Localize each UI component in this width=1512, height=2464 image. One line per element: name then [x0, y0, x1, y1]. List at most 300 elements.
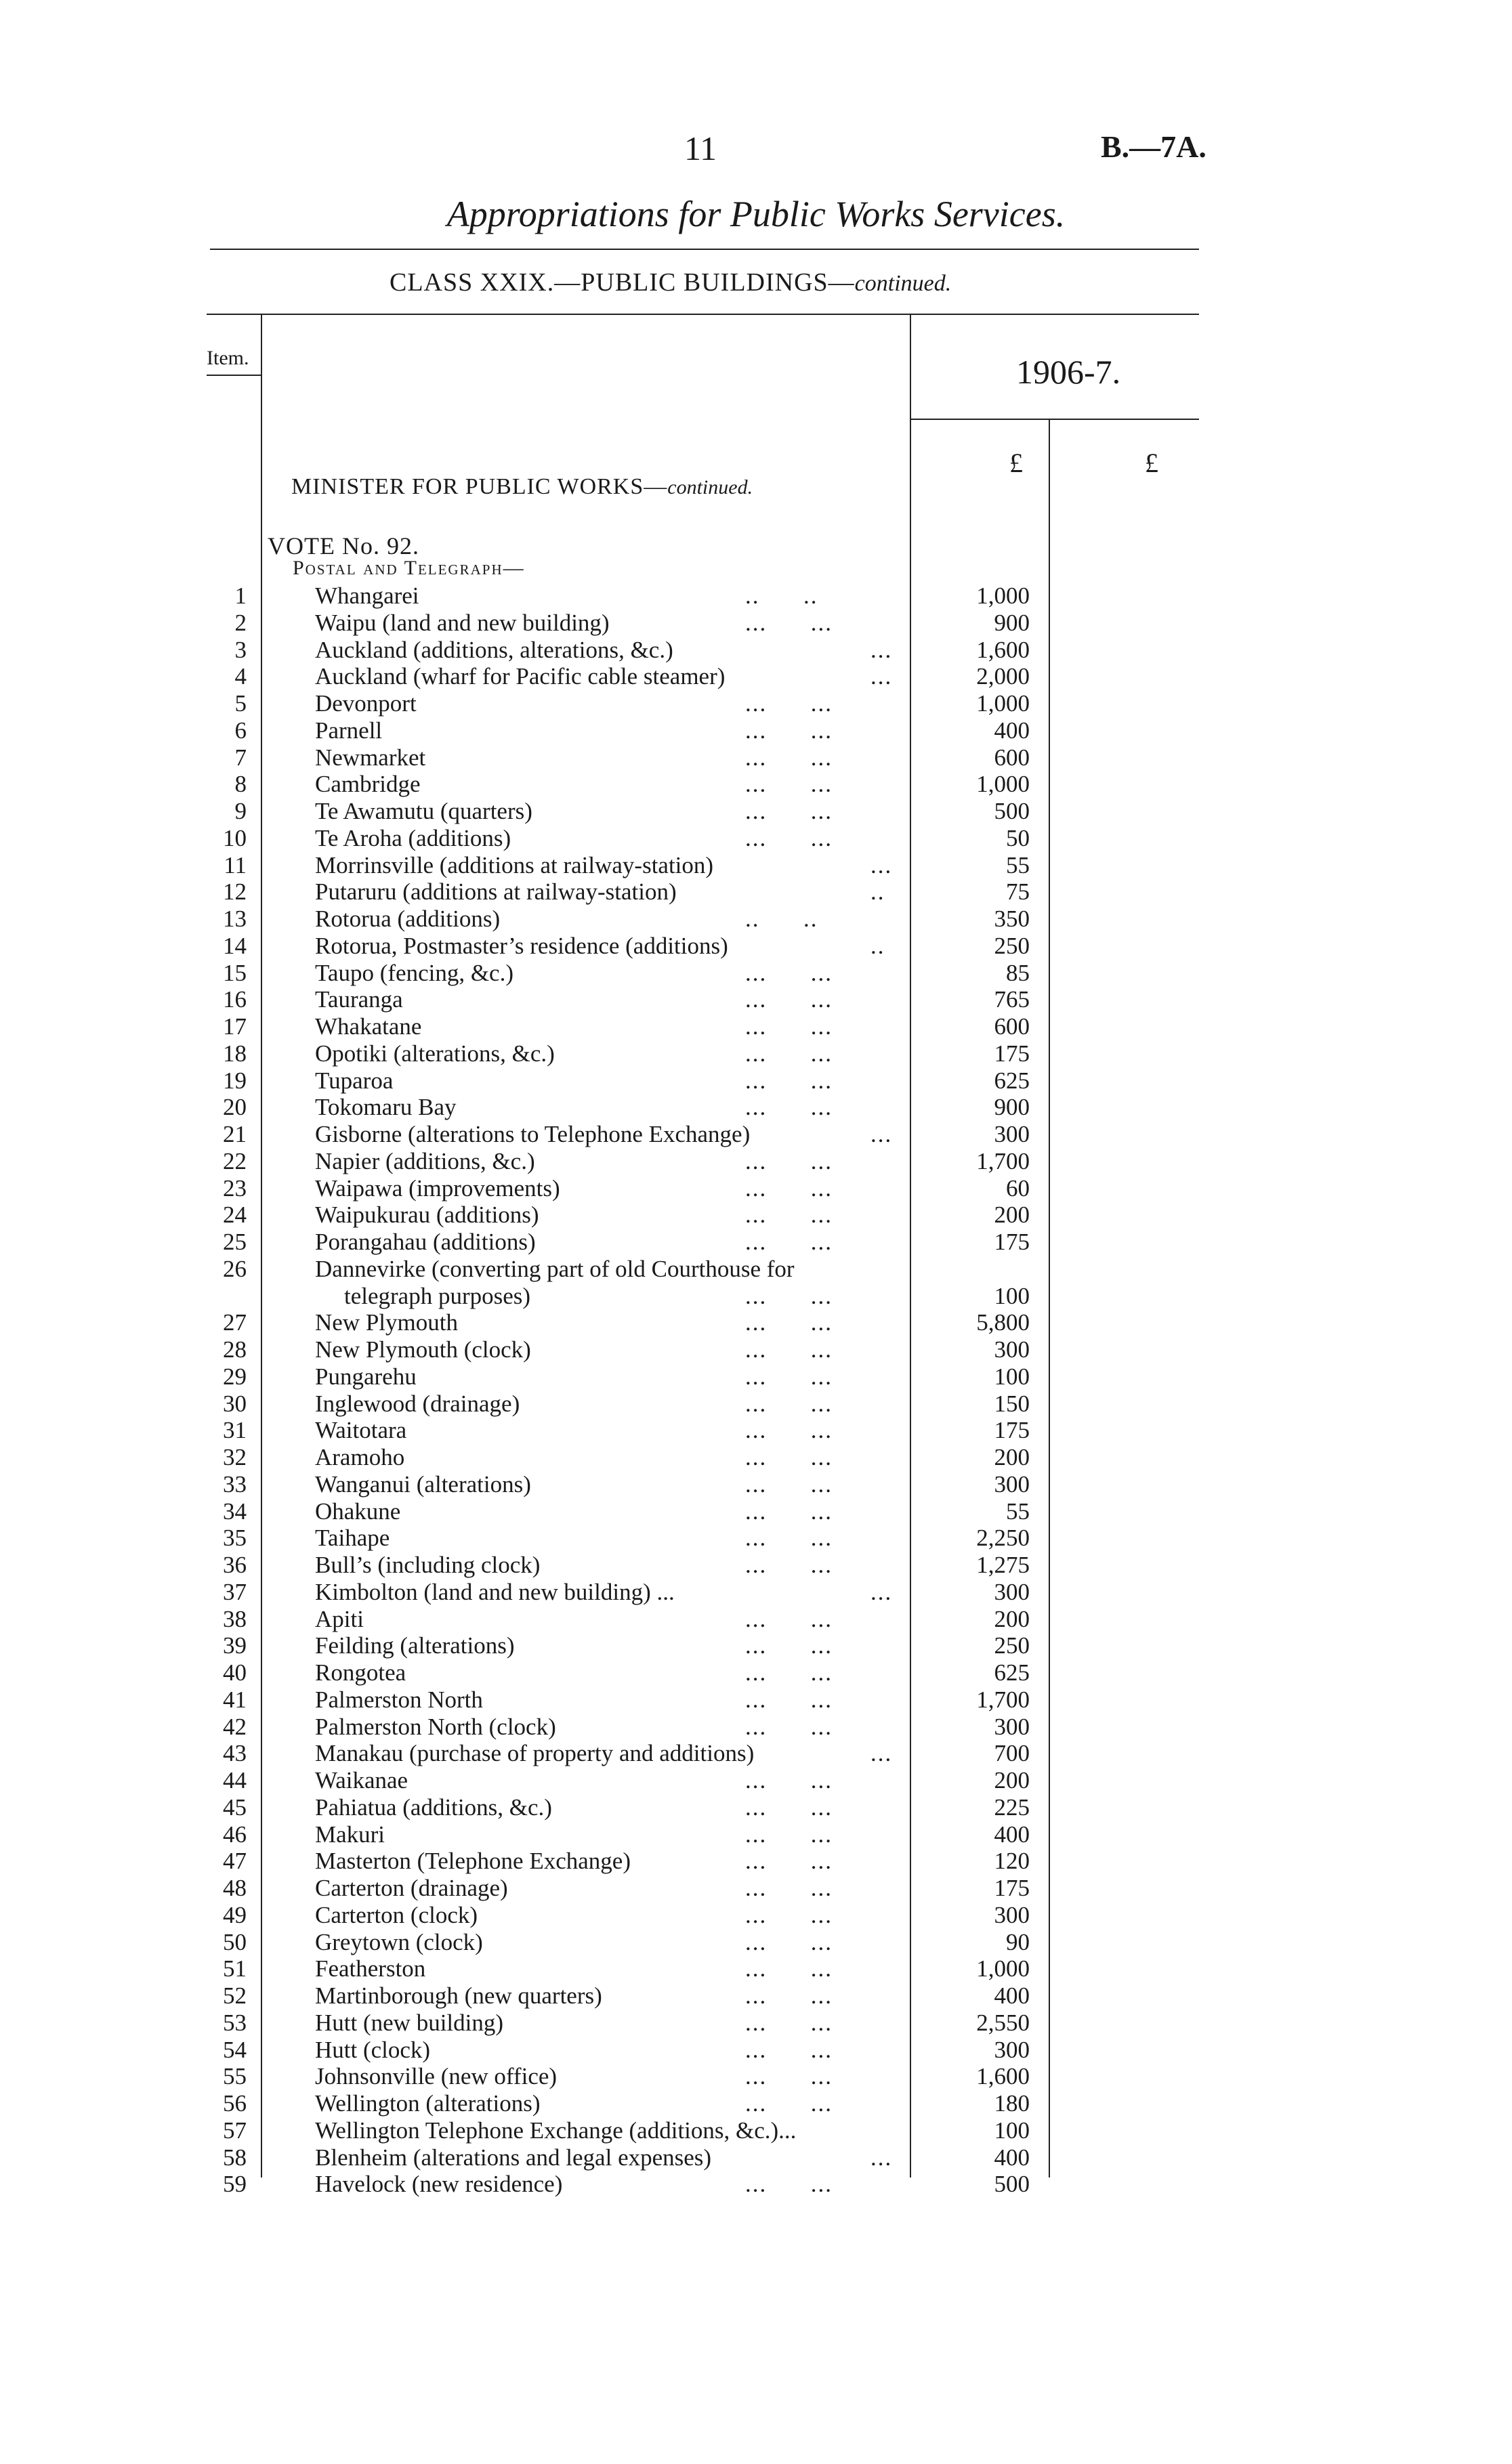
leader-dots: ...: [870, 1121, 893, 1147]
item-number: 35: [223, 1525, 247, 1552]
leader-dots: ... ...: [745, 986, 833, 1013]
leader-dots: ... ...: [745, 2171, 833, 2198]
leader-dots: ..: [870, 878, 885, 906]
item-description: Apiti: [315, 1605, 364, 1632]
leader-dots: ... ...: [745, 1928, 833, 1955]
leader-dots: ... ...: [745, 1875, 833, 1901]
leader-dots: ... ...: [745, 717, 833, 744]
item-amount: 75: [1006, 878, 1030, 906]
table-row: [0, 1552, 1512, 1579]
leader-dots: ... ...: [745, 1659, 833, 1686]
minister-heading-text: MINISTER FOR PUBLIC WORKS—: [291, 474, 668, 499]
table-row: [0, 1336, 1512, 1363]
item-description: Waitotara: [315, 1417, 407, 1444]
leader-dots: ... ...: [745, 798, 833, 824]
table-row: [0, 1417, 1512, 1444]
table-row: [0, 1094, 1512, 1121]
year-underline: [910, 419, 1199, 420]
item-description: Auckland (additions, alterations, &c.): [315, 636, 673, 663]
leader-dots: ... ...: [745, 1174, 833, 1202]
item-number: 53: [223, 2009, 247, 2036]
leader-dots: ... ...: [745, 1552, 833, 1578]
item-column-header: Item.: [207, 347, 249, 369]
table-row: [0, 1794, 1512, 1821]
table-row: [0, 1929, 1512, 1956]
item-amount: 2,000: [976, 663, 1030, 690]
item-description: Havelock (new residence): [315, 2171, 563, 2198]
item-amount: 300: [994, 1121, 1030, 1147]
table-row: [0, 1256, 1512, 1283]
item-amount: 90: [1006, 1928, 1030, 1955]
item-number: 26: [223, 1255, 247, 1282]
item-description: New Plymouth: [315, 1309, 458, 1336]
item-amount: 200: [994, 1767, 1030, 1793]
item-amount: 85: [1006, 959, 1030, 986]
table-row: [0, 1686, 1512, 1714]
item-description: Parnell: [315, 717, 383, 744]
item-number: 31: [223, 1417, 247, 1444]
item-description: Devonport: [315, 690, 417, 717]
item-description: Makuri: [315, 1821, 385, 1848]
item-description: Whangarei: [315, 582, 419, 609]
item-description: Wellington Telephone Exchange (additions, &c.)...: [315, 2117, 797, 2144]
item-number: 59: [223, 2171, 247, 2198]
leader-dots: ... ...: [745, 2009, 833, 2036]
currency-header-1: £: [1009, 448, 1023, 478]
table-row: [0, 1229, 1512, 1256]
table-row: [0, 1283, 1512, 1310]
table-row: [0, 1390, 1512, 1418]
item-amount: 1,700: [976, 1147, 1030, 1174]
table-row: [0, 825, 1512, 852]
item-amount: 250: [994, 932, 1030, 959]
item-description: Pungarehu: [315, 1363, 417, 1390]
item-amount: 1,000: [976, 1955, 1030, 1982]
item-number: 54: [223, 2036, 247, 2063]
item-description: Ohakune: [315, 1497, 401, 1525]
leader-dots: ... ...: [745, 744, 833, 771]
table-row: [0, 1013, 1512, 1040]
item-number: 13: [223, 906, 247, 932]
leader-dots: ... ...: [745, 959, 833, 986]
item-amount: 55: [1006, 851, 1030, 878]
leader-dots: ... ...: [745, 1417, 833, 1444]
item-description: Napier (additions, &c.): [315, 1147, 535, 1174]
table-row: [0, 1471, 1512, 1498]
item-number: 41: [223, 1686, 247, 1713]
item-amount: 400: [994, 1821, 1030, 1848]
leader-dots: ... ...: [745, 1793, 833, 1821]
item-amount: 1,700: [976, 1686, 1030, 1713]
item-amount: 900: [994, 609, 1030, 636]
item-description: Tauranga: [315, 986, 403, 1013]
item-amount: 300: [994, 1713, 1030, 1740]
leader-dots: ... ...: [745, 1821, 833, 1848]
table-row: [0, 1875, 1512, 1902]
leader-dots: ...: [870, 636, 893, 663]
item-amount: 175: [994, 1229, 1030, 1255]
table-row: [0, 582, 1512, 610]
item-number: 5: [234, 690, 247, 717]
page-title: Appropriations for Public Works Services.: [446, 194, 1066, 234]
table-row: [0, 1579, 1512, 1606]
item-number: 16: [223, 986, 247, 1013]
table-row: [0, 771, 1512, 798]
item-description: Martinborough (new quarters): [315, 1982, 602, 2009]
item-amount: 300: [994, 1901, 1030, 1928]
table-top-rule: [207, 314, 1199, 315]
item-number: 38: [223, 1605, 247, 1632]
minister-heading: [291, 474, 753, 500]
item-amount: 175: [994, 1875, 1030, 1901]
leader-dots: ...: [870, 663, 893, 690]
leader-dots: ... ...: [745, 824, 833, 851]
item-description: Taihape: [315, 1525, 390, 1552]
table-row: [0, 1309, 1512, 1336]
item-amount: 350: [994, 906, 1030, 932]
table-row: [0, 1902, 1512, 1929]
item-description: New Plymouth (clock): [315, 1336, 531, 1363]
leader-dots: ... ...: [745, 1336, 833, 1363]
table-row: [0, 1525, 1512, 1552]
item-number: 27: [223, 1309, 247, 1336]
leader-dots: ... ...: [745, 1363, 833, 1390]
item-number: 43: [223, 1740, 247, 1767]
item-number: 49: [223, 1901, 247, 1928]
item-number: 18: [223, 1040, 247, 1067]
table-row: [0, 1632, 1512, 1659]
item-description: Tuparoa: [315, 1067, 394, 1094]
item-amount: 1,275: [976, 1552, 1030, 1578]
section-subheading: Postal and Telegraph—: [293, 557, 525, 579]
item-amount: 1,000: [976, 582, 1030, 609]
item-number: 11: [224, 851, 247, 878]
item-number: 19: [223, 1067, 247, 1094]
table-row: [0, 2037, 1512, 2064]
item-number: 2: [234, 609, 247, 636]
table-row: [0, 878, 1512, 906]
leader-dots: ... ...: [745, 1955, 833, 1982]
table-rows: [0, 582, 1512, 2198]
item-description: Bull’s (including clock): [315, 1552, 541, 1578]
item-number: 3: [234, 636, 247, 663]
item-number: 17: [223, 1013, 247, 1040]
item-number: 37: [223, 1578, 247, 1605]
currency-header-2: £: [1145, 448, 1158, 478]
leader-dots: .. ..: [745, 582, 818, 609]
item-amount: 180: [994, 2090, 1030, 2117]
table-row: [0, 1821, 1512, 1848]
item-number: 58: [223, 2144, 247, 2171]
table-row: [0, 960, 1512, 987]
minister-heading-continued: continued.: [667, 476, 753, 498]
table-row: [0, 2090, 1512, 2117]
table-row: [0, 1498, 1512, 1525]
item-number: 23: [223, 1174, 247, 1202]
item-description: Tokomaru Bay: [315, 1094, 457, 1121]
table-row: [0, 1659, 1512, 1686]
table-row: [0, 1067, 1512, 1095]
item-number: 9: [234, 798, 247, 824]
item-amount: 100: [994, 1282, 1030, 1309]
item-number: 45: [223, 1793, 247, 1821]
year-column-header: 1906-7.: [1016, 353, 1121, 391]
table-row: [0, 906, 1512, 933]
leader-dots: ..: [870, 932, 885, 959]
item-description: Dannevirke (converting part of old Courthouse for: [315, 1255, 795, 1282]
item-amount: 250: [994, 1632, 1030, 1659]
item-amount: 175: [994, 1040, 1030, 1067]
leader-dots: ... ...: [745, 771, 833, 798]
title-rule: [210, 249, 1199, 250]
item-description: Newmarket: [315, 744, 426, 771]
table-row: [0, 610, 1512, 637]
leader-dots: ... ...: [745, 1040, 833, 1067]
item-amount: 1,600: [976, 2063, 1030, 2090]
table-row: [0, 1175, 1512, 1202]
item-amount: 5,800: [976, 1309, 1030, 1336]
item-amount: 625: [994, 1067, 1030, 1094]
table-row: [0, 690, 1512, 717]
item-description: Waipu (land and new building): [315, 609, 610, 636]
item-number: 51: [223, 1955, 247, 1982]
item-amount: 100: [994, 1363, 1030, 1390]
table-row: [0, 1982, 1512, 2010]
item-number: 47: [223, 1848, 247, 1875]
leader-dots: ... ...: [745, 2063, 833, 2090]
item-description: telegraph purposes): [344, 1282, 531, 1309]
item-amount: 60: [1006, 1174, 1030, 1202]
item-description: Blenheim (alterations and legal expenses): [315, 2144, 712, 2171]
item-number: 39: [223, 1632, 247, 1659]
leader-dots: ...: [870, 851, 893, 878]
vote-heading: VOTE No. 92.: [268, 532, 419, 559]
item-description: Auckland (wharf for Pacific cable steamer): [315, 663, 726, 690]
leader-dots: ... ...: [745, 1525, 833, 1552]
leader-dots: .. ..: [745, 906, 818, 932]
item-amount: 200: [994, 1202, 1030, 1229]
item-amount: 2,250: [976, 1525, 1030, 1552]
table-row: [0, 744, 1512, 771]
item-number: 28: [223, 1336, 247, 1363]
table-row: [0, 852, 1512, 879]
item-number: 50: [223, 1928, 247, 1955]
item-description: Rotorua (additions): [315, 906, 501, 932]
item-amount: 700: [994, 1740, 1030, 1767]
item-description: Te Aroha (additions): [315, 824, 511, 851]
item-number: 55: [223, 2063, 247, 2090]
table-row: [0, 1202, 1512, 1229]
item-number: 20: [223, 1094, 247, 1121]
item-description: Hutt (new building): [315, 2009, 504, 2036]
item-amount: 625: [994, 1659, 1030, 1686]
item-amount: 200: [994, 1605, 1030, 1632]
item-description: Porangahau (additions): [315, 1229, 536, 1255]
item-number: 34: [223, 1497, 247, 1525]
item-description: Opotiki (alterations, &c.): [315, 1040, 555, 1067]
item-number: 33: [223, 1470, 247, 1497]
table-row: [0, 1714, 1512, 1741]
item-description: Manakau (purchase of property and additions): [315, 1740, 755, 1767]
item-description: Aramoho: [315, 1444, 405, 1470]
item-number: 42: [223, 1713, 247, 1740]
table-row: [0, 2117, 1512, 2144]
item-amount: 400: [994, 2144, 1030, 2171]
leader-dots: ... ...: [745, 1309, 833, 1336]
leader-dots: ... ...: [745, 1632, 833, 1659]
page-number: 11: [684, 129, 717, 167]
leader-dots: ... ...: [745, 1686, 833, 1713]
table-row: [0, 1606, 1512, 1633]
leader-dots: ... ...: [745, 1848, 833, 1875]
item-amount: 55: [1006, 1497, 1030, 1525]
item-description: Feilding (alterations): [315, 1632, 515, 1659]
item-amount: 225: [994, 1793, 1030, 1821]
table-row: [0, 2010, 1512, 2037]
item-amount: 600: [994, 744, 1030, 771]
item-number: 57: [223, 2117, 247, 2144]
item-description: Greytown (clock): [315, 1928, 483, 1955]
leader-dots: ... ...: [745, 609, 833, 636]
leader-dots: ... ...: [745, 2036, 833, 2063]
item-number: 52: [223, 1982, 247, 2009]
leader-dots: ... ...: [745, 1147, 833, 1174]
item-number: 56: [223, 2090, 247, 2117]
document-reference: B.—7A.: [1101, 129, 1206, 164]
item-description: Taupo (fencing, &c.): [315, 959, 513, 986]
item-amount: 300: [994, 1578, 1030, 1605]
item-amount: 400: [994, 717, 1030, 744]
item-description: Johnsonville (new office): [315, 2063, 558, 2090]
item-description: Featherston: [315, 1955, 426, 1982]
table-row: [0, 798, 1512, 825]
item-amount: 1,600: [976, 636, 1030, 663]
item-description: Morrinsville (additions at railway-station): [315, 851, 714, 878]
table-row: [0, 1848, 1512, 1875]
item-amount: 100: [994, 2117, 1030, 2144]
item-amount: 600: [994, 1013, 1030, 1040]
table-row: [0, 1740, 1512, 1767]
item-number: 30: [223, 1390, 247, 1417]
item-description: Waikanae: [315, 1767, 408, 1793]
item-description: Pahiatua (additions, &c.): [315, 1793, 552, 1821]
leader-dots: ... ...: [745, 1497, 833, 1525]
item-description: Te Awamutu (quarters): [315, 798, 532, 824]
leader-dots: ... ...: [745, 690, 833, 717]
item-amount: 50: [1006, 824, 1030, 851]
item-description: Inglewood (drainage): [315, 1390, 520, 1417]
item-number: 15: [223, 959, 247, 986]
item-description: Gisborne (alterations to Telephone Exchange): [315, 1121, 751, 1147]
item-description: Carterton (drainage): [315, 1875, 508, 1901]
class-title-continued: continued.: [854, 271, 952, 296]
item-number: 8: [234, 771, 247, 798]
table-row: [0, 663, 1512, 690]
item-description: Palmerston North: [315, 1686, 483, 1713]
leader-dots: ... ...: [745, 1067, 833, 1094]
item-amount: 900: [994, 1094, 1030, 1121]
item-description: Rotorua, Postmaster’s residence (additions): [315, 932, 728, 959]
item-description: Putaruru (additions at railway-station): [315, 878, 677, 906]
item-amount: 765: [994, 986, 1030, 1013]
item-description: Palmerston North (clock): [315, 1713, 556, 1740]
table-row: [0, 2171, 1512, 2198]
table-row: [0, 637, 1512, 664]
item-number: 12: [223, 878, 247, 906]
leader-dots: ... ...: [745, 1767, 833, 1793]
item-number: 36: [223, 1552, 247, 1578]
item-number: 6: [234, 717, 247, 744]
item-number: 48: [223, 1875, 247, 1901]
table-row: [0, 1148, 1512, 1175]
table-row: [0, 933, 1512, 960]
item-number: 24: [223, 1202, 247, 1229]
item-number: 29: [223, 1363, 247, 1390]
leader-dots: ... ...: [745, 1444, 833, 1470]
table-row: [0, 986, 1512, 1013]
item-description: Cambridge: [315, 771, 421, 798]
item-amount: 200: [994, 1444, 1030, 1470]
leader-dots: ... ...: [745, 1094, 833, 1121]
table-row: [0, 1955, 1512, 1982]
item-number: 32: [223, 1444, 247, 1470]
item-underline: [207, 375, 261, 376]
item-number: 10: [223, 824, 247, 851]
item-description: Whakatane: [315, 1013, 422, 1040]
item-number: 14: [223, 932, 247, 959]
item-number: 22: [223, 1147, 247, 1174]
leader-dots: ...: [870, 1578, 893, 1605]
item-description: Hutt (clock): [315, 2036, 431, 2063]
item-number: 40: [223, 1659, 247, 1686]
item-description: Waipukurau (additions): [315, 1202, 539, 1229]
class-title-text: CLASS XXIX.—PUBLIC BUILDINGS—: [390, 268, 855, 297]
item-number: 7: [234, 744, 247, 771]
item-description: Masterton (Telephone Exchange): [315, 1848, 631, 1875]
class-title: [390, 268, 951, 297]
item-number: 21: [223, 1121, 247, 1147]
item-number: 46: [223, 1821, 247, 1848]
leader-dots: ... ...: [745, 1982, 833, 2009]
table-row: [0, 1767, 1512, 1794]
leader-dots: ... ...: [745, 1390, 833, 1417]
table-row: [0, 2144, 1512, 2171]
item-number: 4: [234, 663, 247, 690]
leader-dots: ... ...: [745, 2090, 833, 2117]
item-amount: 1,000: [976, 771, 1030, 798]
item-number: 1: [234, 582, 247, 609]
item-description: Wanganui (alterations): [315, 1470, 531, 1497]
item-amount: 300: [994, 1336, 1030, 1363]
leader-dots: ... ...: [745, 1229, 833, 1255]
item-amount: 120: [994, 1848, 1030, 1875]
leader-dots: ... ...: [745, 1901, 833, 1928]
item-amount: 500: [994, 798, 1030, 824]
item-amount: 300: [994, 1470, 1030, 1497]
leader-dots: ... ...: [745, 1013, 833, 1040]
item-amount: 500: [994, 2171, 1030, 2198]
item-description: Rongotea: [315, 1659, 406, 1686]
table-row: [0, 1040, 1512, 1067]
item-amount: 300: [994, 2036, 1030, 2063]
item-description: Kimbolton (land and new building) ...: [315, 1578, 675, 1605]
leader-dots: ... ...: [745, 1282, 833, 1309]
item-amount: 150: [994, 1390, 1030, 1417]
table-row: [0, 1363, 1512, 1390]
table-row: [0, 1444, 1512, 1471]
table-row: [0, 1121, 1512, 1148]
leader-dots: ... ...: [745, 1713, 833, 1740]
